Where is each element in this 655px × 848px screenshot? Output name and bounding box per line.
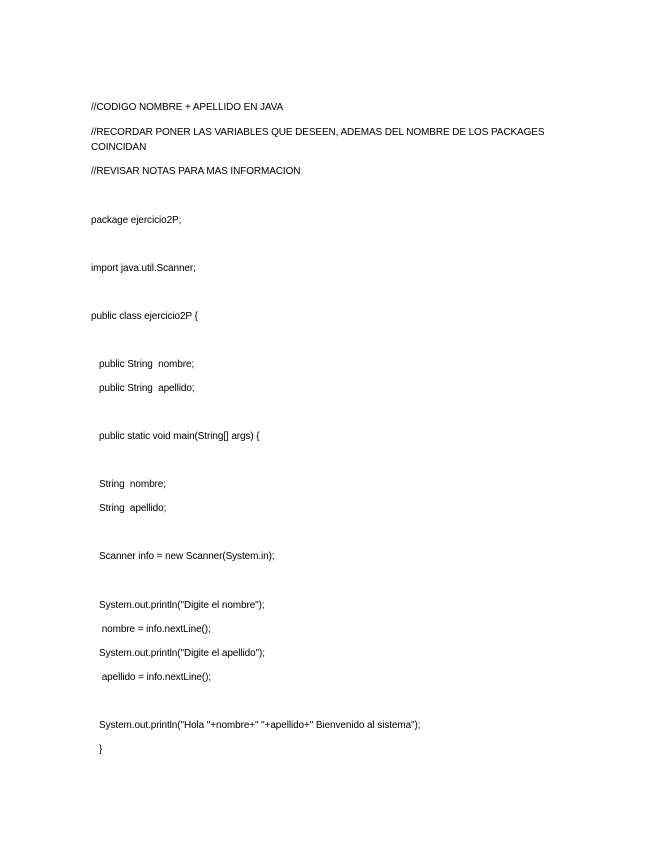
code-field-nombre: public String nombre; [91, 359, 195, 370]
code-main-method: public static void main(String[] args) { [91, 431, 260, 442]
code-print-greeting: System.out.println("Hola "+nombre+" "+apellido+" Bienvenido al sistema"); [91, 720, 421, 731]
code-print-nombre-prompt: System.out.println("Digite el nombre"); [91, 600, 265, 611]
code-scanner: Scanner info = new Scanner(System.in); [91, 551, 275, 562]
code-import: import java.util.Scanner; [91, 263, 196, 274]
comment-reminder: //RECORDAR PONER LAS VARIABLES QUE DESEEN, ADEMAS DEL NOMBRE DE LOS PACKAGES [91, 127, 545, 138]
code-read-apellido: apellido = info.nextLine(); [91, 672, 212, 683]
code-closing-brace: } [91, 744, 103, 755]
code-package: package ejercicio2P; [91, 215, 182, 226]
code-class-declaration: public class ejercicio2P { [91, 311, 198, 322]
comment-notes: //REVISAR NOTAS PARA MAS INFORMACION [91, 166, 301, 177]
code-local-apellido: String apellido; [91, 503, 167, 514]
code-read-nombre: nombre = info.nextLine(); [91, 624, 211, 635]
code-field-apellido: public String apellido; [91, 383, 195, 394]
code-print-apellido-prompt: System.out.println("Digite el apellido"); [91, 648, 265, 659]
comment-title: //CODIGO NOMBRE + APELLIDO EN JAVA [91, 102, 284, 113]
comment-reminder-continued: COINCIDAN [91, 142, 147, 153]
code-local-nombre: String nombre; [91, 479, 166, 490]
